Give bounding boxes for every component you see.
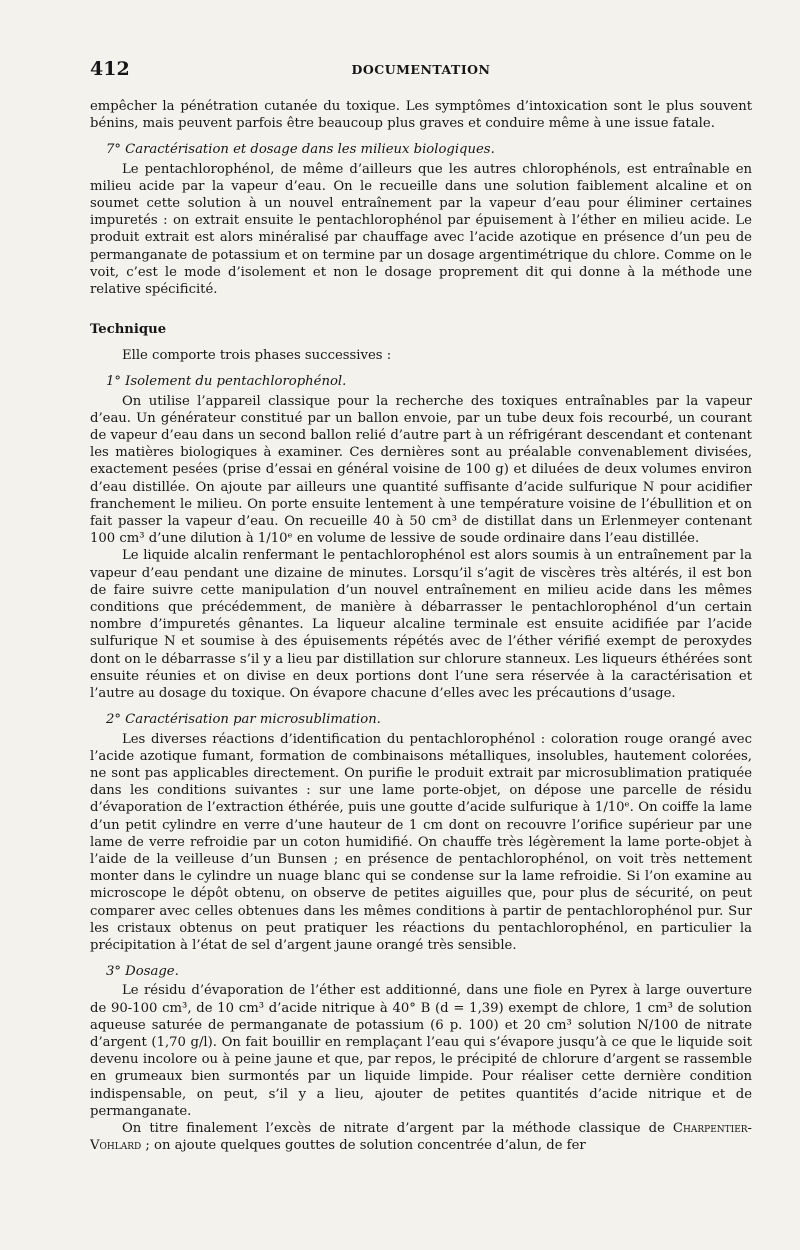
- paragraph-dosage-1: Le résidu d’évaporation de l’éther est additionné, dans une fiole en Pyrex à large ouverture de 90-100 cm³, de 10 cm³ d’acide nitrique à 40° B (d = 1,39) exempt de chlore, 1 cm³ de solution aqueuse saturée de permanganate de potassium (6 p. 100) et 20 cm³ solution N/100 de nitrate d’argent (1,70 g/l). On fait bouillir en remplaçant l’eau qui s’évapore jusqu’à ce que le liquide soit devenu incolore ou à peine jaune et que, par repos, le précipité de chlorure d’argent se rassemble en grumeaux bien surmontés par un liquide limpide. Pour réaliser cette dernière condition indispensable, on peut, s’il y a lieu, ajouter de petites quantités d’acide nitrique et de permanganate.: [90, 983, 752, 1119]
- paragraph-caracterisation-dosage: Le pentachlorophénol, de même d’ailleurs que les autres chlorophénols, est entraînable en milieu acide par la vapeur d’eau. On le recueille dans une solution faiblement alcaline et on soumet cette solution à un nouvel entraînement par la vapeur d’eau pour éliminer certaines impuretés : on extrait ensuite le pentachlorophénol par épuisement à l’éther en milieu acide. Le produit extrait est alors minéralisé par chauffage avec l’acide azotique en présence d’un peu de permanganate de potassium et on termine par un dosage argentimétrique du chlore. Comme on le voit, c’est le mode d’isolement et non le dosage proprement dit qui donne à la méthode une relative spécificité.: [90, 161, 752, 298]
- paragraph-intro-phases: Elle comporte trois phases successives :: [122, 348, 392, 364]
- paragraph-dosage-2-start: On titre finalement l’excès de nitrate d’argent par la méthode classique de: [122, 1120, 665, 1136]
- section-title-technique: Technique: [90, 322, 167, 338]
- subheading-microsublimation: 2° Caractérisation par microsublimation.: [106, 712, 381, 728]
- paragraph-isolement-2: Le liquide alcalin renfermant le pentachlorophénol est alors soumis à un entraînement par la vapeur d’eau pendant une dizaine de minutes. Lorsqu’il s’agit de viscères très altérés, il est bon de faire suivre cette manipulation d’un nouvel entraînement en milieu acide dans les mêmes conditions que précédemment, de manière à débarrasser le pentachlorophénol d’un certain nombre d’impuretés gênantes. La liqueur alcaline terminale est ensuite acidifiée par l’acide sulfurique N et soumise à des épuisements répétés avec de l’éther vérifié exempt de peroxydes dont on le débarrasse s’il y a lieu par distillation sur chlorure stanneux. Les liqueurs éthérées sont ensuite réunies et on divise en deux portions dont l’une sera réservée à la caractérisation et l’autre au dosage du toxique. On évapore chacune d’elles avec les précautions d’usage.: [90, 548, 752, 702]
- subheading-dosage: 3° Dosage.: [106, 964, 179, 980]
- author-name-charpentier-vohlard: Charpentier-Vohlard: [90, 1120, 752, 1154]
- subheading-caracterisation-dosage: 7° Caractérisation et dosage dans les milieux biologiques.: [106, 142, 495, 158]
- paragraph-dosage-2: [90, 1120, 752, 1154]
- subheading-isolement: 1° Isolement du pentachlorophénol.: [106, 374, 347, 390]
- running-head: DOCUMENTATION: [351, 62, 491, 77]
- paragraph-isolement-1: On utilise l’appareil classique pour la recherche des toxiques entraînables par la vapeur d’eau. Un générateur constitué par un ballon envoie, par un tube deux fois recourbé, un courant de vapeur d’eau dans un second ballon relié d’autre part à un réfrigérant descendant et contenant les matières biologiques à examiner. Ces dernières sont au préalable convenablement divisées, exactement pesées (prise d’essai en général voisine de 100 g) et diluées de deux volumes environ d’eau distillée. On ajoute par ailleurs une quantité suffisante d’acide sulfurique N pour acidifier franchement le milieu. On porte ensuite lentement à une température voisine de l’ébullition et on fait passer la vapeur d’eau. On recueille 40 à 50 cm³ de distillat dans un Erlenmeyer contenant 100 cm³ d’une dilution à 1/10ᵉ en volume de lessive de soude ordinaire dans l’eau distillée.: [90, 393, 752, 547]
- page-header: [90, 58, 752, 84]
- paragraph-dosage-2-end: ; on ajoute quelques gouttes de solution concentrée d’alun, de fer: [141, 1138, 586, 1154]
- paragraph-microsublimation: Les diverses réactions d’identification du pentachlorophénol : coloration rouge orangé avec l’acide azotique fumant, formation de combinaisons métalliques, insolubles, hautement colorées, ne sont pas applicables directement. On purifie le produit extrait par microsublimation pratiquée dans les conditions suivantes : sur une lame porte-objet, on dépose une parcelle de résidu d’évaporation de l’extraction éthérée, puis une goutte d’acide sulfurique à 1/10ᵉ. On coiffe la lame d’un petit cylindre en verre d’une hauteur de 1 cm dont on recouvre l’orifice supérieur par une lame de verre refroidie par un coton humidifié. On chauffe très légèrement la lame porte-objet à l’aide de la veilleuse d’un Bunsen ; en présence de pentachlorophénol, on voit très nettement monter dans le cylindre un nuage blanc qui se condense sur la lame refroidie. Si l’on examine au microscope le dépôt obtenu, on observe de petites aiguilles que, pour plus de sécurité, on peut comparer avec celles obtenues dans les mêmes conditions à partir de pentachlorophénol pur. Sur les cristaux obtenus on peut pratiquer les réactions du pentachlorophénol, en particulier la précipitation à l’état de sel d’argent jaune orangé très sensible.: [90, 731, 752, 953]
- paragraph-continuation: empêcher la pénétration cutanée du toxique. Les symptômes d’intoxication sont le plus souvent bénins, mais peuvent parfois être beaucoup plus graves et conduire même à une issue fatale.: [90, 99, 752, 132]
- page-number: 412: [90, 58, 130, 80]
